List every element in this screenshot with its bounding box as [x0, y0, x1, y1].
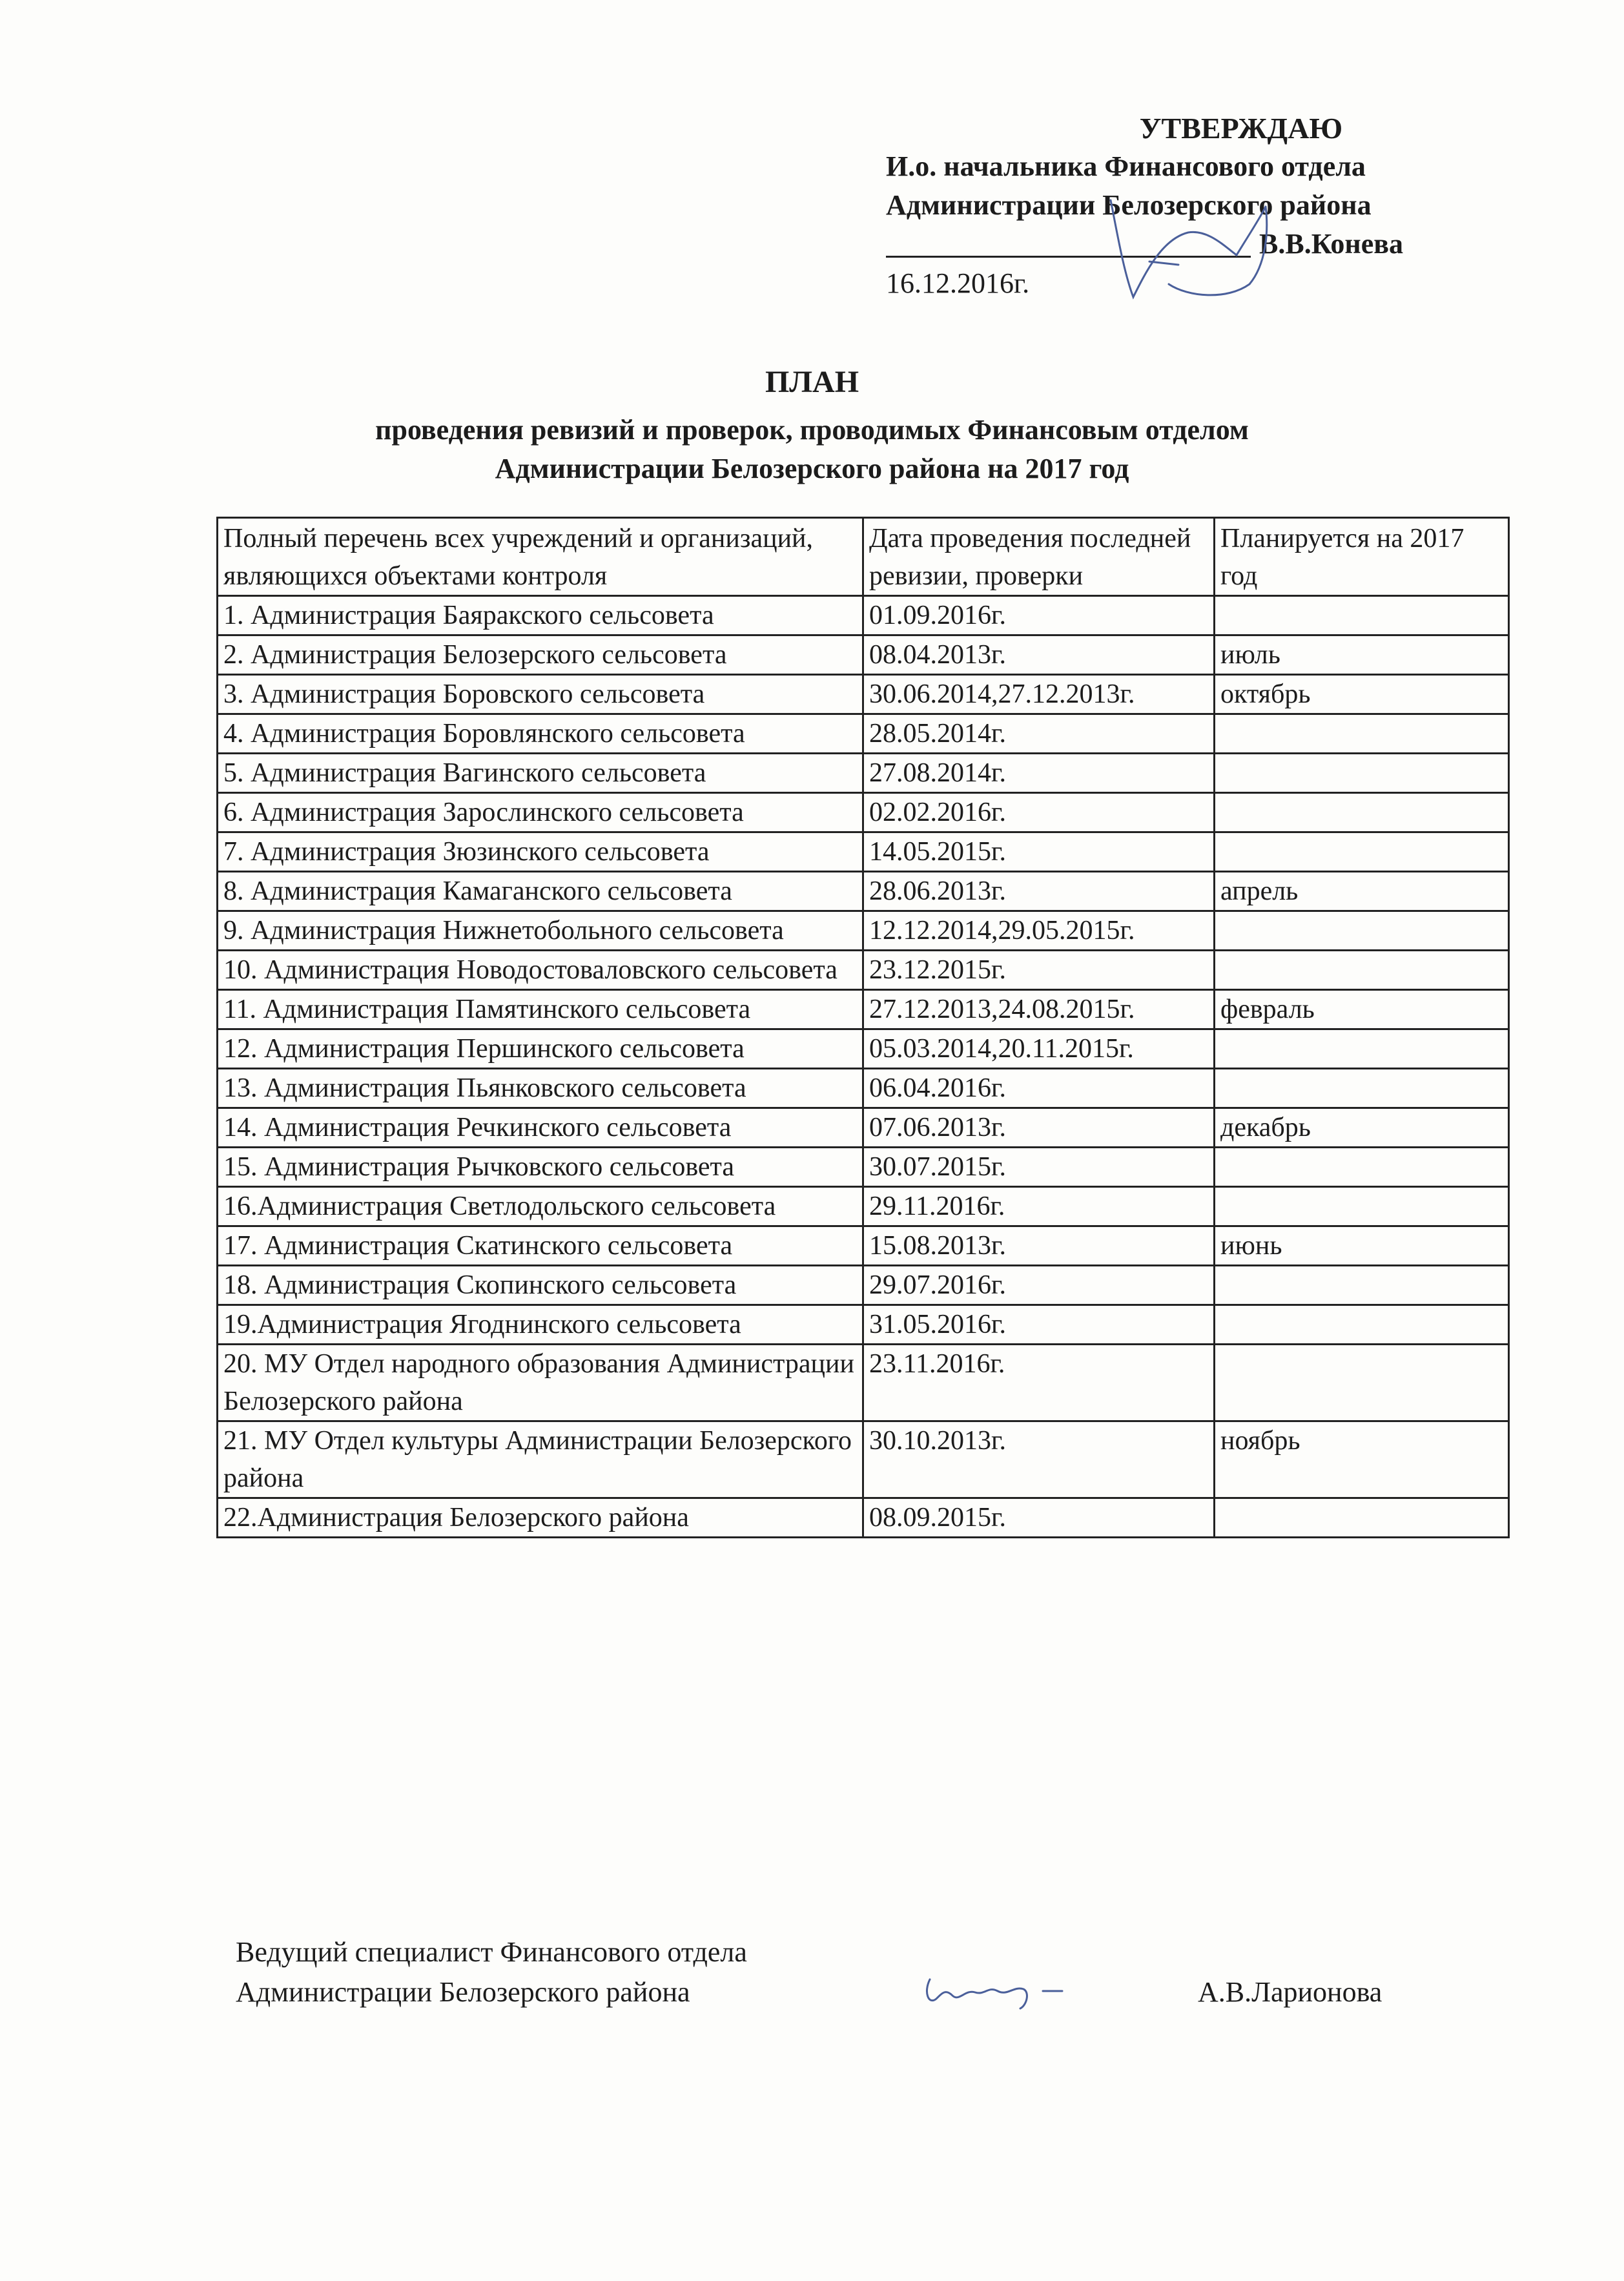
cell-planned-month [1215, 596, 1509, 635]
table-row [218, 675, 1509, 714]
cell-planned-month [1215, 714, 1509, 754]
cell-organization: 5. Администрация Вагинского сельсовета [218, 754, 863, 793]
footer-signatory: А.В.Ларионова [1198, 1976, 1382, 2008]
approval-title: УТВЕРЖДАЮ [1139, 112, 1343, 145]
cell-planned-month: февраль [1215, 990, 1509, 1029]
cell-planned-month: октябрь [1215, 675, 1509, 714]
cell-last-audit-date: 30.06.2014,27.12.2013г. [863, 675, 1215, 714]
cell-planned-month [1215, 832, 1509, 872]
cell-planned-month [1215, 911, 1509, 951]
table-row [218, 1029, 1509, 1069]
cell-organization: 17. Администрация Скатинского сельсовета [218, 1226, 863, 1266]
approval-signature [1072, 194, 1304, 307]
cell-organization: 10. Администрация Новодостоваловского сельсовета [218, 951, 863, 990]
table-row [218, 714, 1509, 754]
cell-planned-month [1215, 1069, 1509, 1108]
footer-position-line1: Ведущий специалист Финансового отдела [236, 1936, 747, 1968]
audit-plan-table [216, 517, 1510, 1538]
table-row [218, 754, 1509, 793]
table-row [218, 1305, 1509, 1345]
table-header-row [218, 518, 1509, 596]
cell-last-audit-date: 27.12.2013,24.08.2015г. [863, 990, 1215, 1029]
table-row [218, 872, 1509, 911]
cell-organization: 19.Администрация Ягоднинского сельсовета [218, 1305, 863, 1345]
table-row [218, 1187, 1509, 1226]
cell-last-audit-date: 23.11.2016г. [863, 1345, 1215, 1421]
cell-organization: 14. Администрация Речкинского сельсовета [218, 1108, 863, 1148]
table-row [218, 1498, 1509, 1538]
table-row [218, 793, 1509, 832]
table-row [218, 596, 1509, 635]
cell-organization: 22.Администрация Белозерского района [218, 1498, 863, 1538]
cell-planned-month [1215, 1345, 1509, 1421]
cell-last-audit-date: 29.11.2016г. [863, 1187, 1215, 1226]
cell-planned-month [1215, 1305, 1509, 1345]
cell-organization: 1. Администрация Баяракского сельсовета [218, 596, 863, 635]
header-planned-2017: Планируется на 2017 год [1215, 518, 1509, 596]
cell-last-audit-date: 01.09.2016г. [863, 596, 1215, 635]
cell-last-audit-date: 14.05.2015г. [863, 832, 1215, 872]
cell-last-audit-date: 06.04.2016г. [863, 1069, 1215, 1108]
document-subtitle-line2: Администрации Белозерского района на 2017 год [495, 453, 1129, 484]
header-last-audit-date: Дата проведения последней ревизии, проверки [863, 518, 1215, 596]
cell-planned-month [1215, 793, 1509, 832]
approval-signatory: В.В.Конева [1259, 228, 1404, 260]
cell-last-audit-date: 23.12.2015г. [863, 951, 1215, 990]
cell-planned-month [1215, 1148, 1509, 1187]
table-row [218, 1345, 1509, 1421]
approval-date: 16.12.2016г. [886, 267, 1030, 299]
table-row [218, 832, 1509, 872]
cell-planned-month: ноябрь [1215, 1421, 1509, 1498]
cell-planned-month [1215, 754, 1509, 793]
table-row [218, 635, 1509, 675]
footer-position [236, 1932, 747, 2012]
cell-last-audit-date: 28.05.2014г. [863, 714, 1215, 754]
cell-planned-month [1215, 951, 1509, 990]
cell-planned-month [1215, 1266, 1509, 1305]
cell-organization: 21. МУ Отдел культуры Администрации Белозерского района [218, 1421, 863, 1498]
table-row [218, 990, 1509, 1029]
document-subtitle-line1: проведения ревизий и проверок, проводимых Финансовым отделом [375, 414, 1249, 446]
cell-organization: 8. Администрация Камаганского сельсовета [218, 872, 863, 911]
specialist-signature [917, 1960, 1072, 2018]
cell-last-audit-date: 05.03.2014,20.11.2015г. [863, 1029, 1215, 1069]
cell-organization: 12. Администрация Першинского сельсовета [218, 1029, 863, 1069]
cell-last-audit-date: 02.02.2016г. [863, 793, 1215, 832]
header-organizations: Полный перечень всех учреждений и организаций, являющихся объектами контроля [218, 518, 863, 596]
cell-planned-month [1215, 1187, 1509, 1226]
approval-position-line1: И.о. начальника Финансового отдела [886, 150, 1366, 182]
cell-last-audit-date: 08.09.2015г. [863, 1498, 1215, 1538]
table-row [218, 951, 1509, 990]
cell-organization: 6. Администрация Зарослинского сельсовета [218, 793, 863, 832]
cell-organization: 11. Администрация Памятинского сельсовета [218, 990, 863, 1029]
cell-last-audit-date: 29.07.2016г. [863, 1266, 1215, 1305]
cell-organization: 18. Администрация Скопинского сельсовета [218, 1266, 863, 1305]
footer-position-line2: Администрации Белозерского района [236, 1976, 690, 2008]
cell-planned-month [1215, 1029, 1509, 1069]
cell-organization: 15. Администрация Рычковского сельсовета [218, 1148, 863, 1187]
cell-last-audit-date: 31.05.2016г. [863, 1305, 1215, 1345]
cell-organization: 2. Администрация Белозерского сельсовета [218, 635, 863, 675]
cell-last-audit-date: 30.10.2013г. [863, 1421, 1215, 1498]
cell-organization: 3. Администрация Боровского сельсовета [218, 675, 863, 714]
table-row [218, 1266, 1509, 1305]
cell-organization: 7. Администрация Зюзинского сельсовета [218, 832, 863, 872]
table-row [218, 1108, 1509, 1148]
approval-position-line2: Администрации Белозерского района [886, 189, 1372, 221]
table-row [218, 1069, 1509, 1108]
cell-organization: 13. Администрация Пьянковского сельсовета [218, 1069, 863, 1108]
cell-last-audit-date: 07.06.2013г. [863, 1108, 1215, 1148]
cell-planned-month: апрель [1215, 872, 1509, 911]
table-row [218, 1421, 1509, 1498]
cell-last-audit-date: 27.08.2014г. [863, 754, 1215, 793]
cell-last-audit-date: 28.06.2013г. [863, 872, 1215, 911]
document-title: ПЛАН [765, 365, 859, 399]
table-row [218, 1148, 1509, 1187]
cell-planned-month: декабрь [1215, 1108, 1509, 1148]
cell-planned-month: июль [1215, 635, 1509, 675]
cell-last-audit-date: 15.08.2013г. [863, 1226, 1215, 1266]
cell-last-audit-date: 08.04.2013г. [863, 635, 1215, 675]
cell-organization: 16.Администрация Светлодольского сельсовета [218, 1187, 863, 1226]
cell-organization: 4. Администрация Боровлянского сельсовета [218, 714, 863, 754]
cell-last-audit-date: 30.07.2015г. [863, 1148, 1215, 1187]
cell-planned-month: июнь [1215, 1226, 1509, 1266]
cell-planned-month [1215, 1498, 1509, 1538]
table-row [218, 1226, 1509, 1266]
cell-last-audit-date: 12.12.2014,29.05.2015г. [863, 911, 1215, 951]
cell-organization: 20. МУ Отдел народного образования Администрации Белозерского района [218, 1345, 863, 1421]
cell-organization: 9. Администрация Нижнетобольного сельсовета [218, 911, 863, 951]
table-row [218, 911, 1509, 951]
